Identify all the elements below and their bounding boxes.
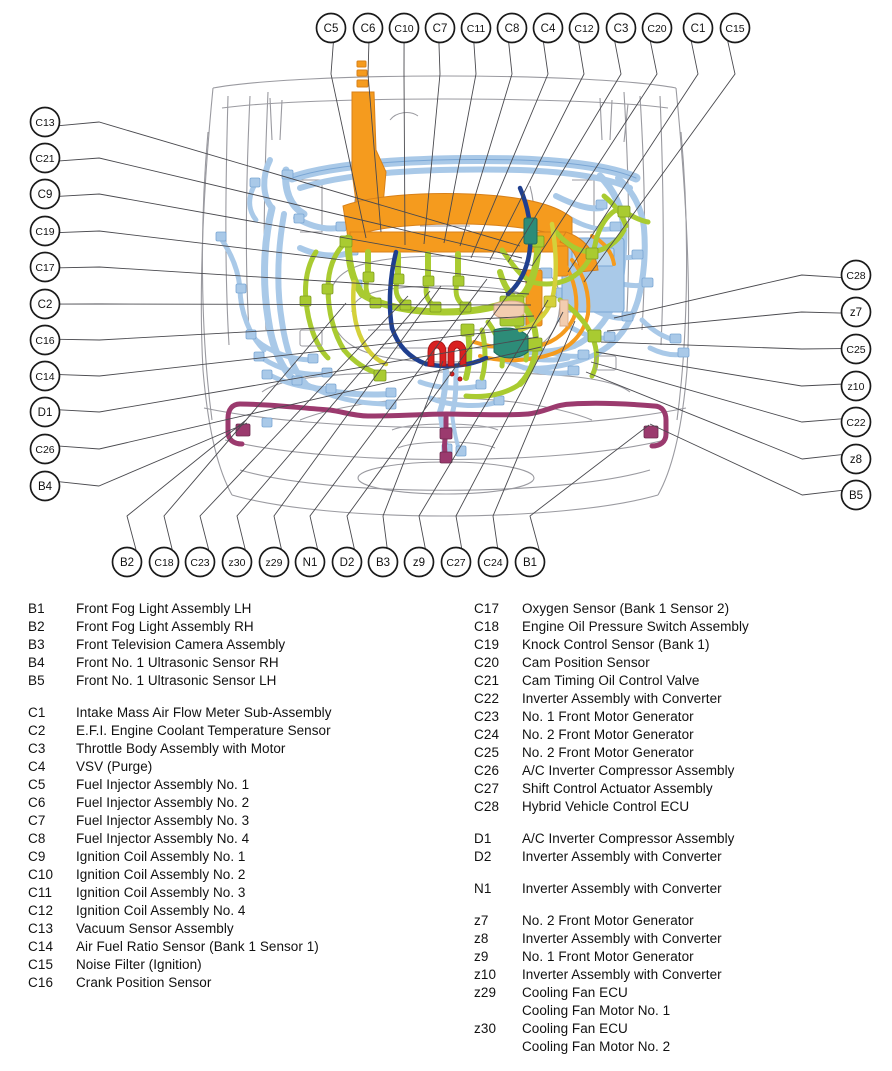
callout-b5[interactable] (842, 481, 871, 510)
legend-row (446, 930, 892, 948)
callout-label: C22 (846, 417, 866, 429)
legend-label: Noise Filter (Ignition) (76, 957, 202, 972)
legend-label: Crank Position Sensor (76, 975, 212, 990)
legend-code: C19 (474, 637, 500, 652)
callout-label: N1 (302, 557, 318, 569)
leader-line-b5 (650, 424, 842, 495)
callout-label: B3 (375, 557, 391, 569)
legend-code: B2 (28, 619, 45, 634)
legend-code: C12 (28, 903, 54, 918)
legend-label: Cooling Fan ECU (522, 985, 628, 1000)
callout-z10[interactable] (842, 372, 871, 401)
legend-row (0, 956, 446, 974)
legend-label: Throttle Body Assembly with Motor (76, 741, 286, 756)
callout-c28[interactable] (842, 261, 871, 290)
callout-c9[interactable] (31, 180, 60, 209)
legend-label: Inverter Assembly with Converter (522, 881, 722, 896)
legend-code: C25 (474, 745, 500, 760)
callout-c25[interactable] (842, 335, 871, 364)
legend-code: C2 (28, 723, 46, 738)
callout-label: B2 (119, 557, 135, 569)
callout-label: C28 (846, 270, 866, 282)
callout-c22[interactable] (842, 408, 871, 437)
callout-label: C5 (323, 23, 339, 35)
legend-code: B4 (28, 655, 45, 670)
callout-b3[interactable] (369, 548, 398, 577)
legend-code: z8 (474, 931, 489, 946)
callout-label: B5 (848, 490, 864, 502)
callout-n1[interactable] (296, 548, 325, 577)
legend-label: Front No. 1 Ultrasonic Sensor LH (76, 673, 277, 688)
legend-row (0, 884, 446, 902)
legend-code: D2 (474, 849, 492, 864)
callout-label: C23 (190, 557, 210, 569)
legend-code: C13 (28, 921, 54, 936)
legend-code: C11 (28, 885, 53, 900)
legend-code: N1 (474, 881, 492, 896)
legend-row (446, 848, 892, 866)
legend-row (446, 948, 892, 966)
callout-label: C12 (574, 23, 594, 35)
legend-label: E.F.I. Engine Coolant Temperature Sensor (76, 723, 331, 738)
callout-c2[interactable] (31, 290, 60, 319)
leader-line-c13 (59, 122, 520, 246)
callout-label: C13 (35, 117, 55, 129)
legend-label: Shift Control Actuator Assembly (522, 781, 713, 796)
legend-label: Intake Mass Air Flow Meter Sub-Assembly (76, 705, 332, 720)
callout-label: C10 (394, 23, 414, 35)
callout-label: z10 (847, 381, 865, 393)
legend-code: D1 (474, 831, 492, 846)
legend-code: B3 (28, 637, 45, 652)
legend-row (446, 1002, 892, 1020)
legend-code: C4 (28, 759, 46, 774)
callout-c11[interactable] (462, 14, 491, 43)
callout-c10[interactable] (390, 14, 419, 43)
legend-label: Cooling Fan Motor No. 1 (522, 1003, 671, 1018)
callout-label: C20 (647, 23, 667, 35)
callout-label: C17 (35, 262, 55, 274)
legend-group (0, 704, 446, 992)
callout-c24[interactable] (479, 548, 508, 577)
legend-label: Cooling Fan ECU (522, 1021, 628, 1036)
legend-code: C6 (28, 795, 46, 810)
callout-label: C25 (846, 344, 866, 356)
callout-label: C9 (37, 189, 53, 201)
legend-row (0, 794, 446, 812)
callout-label: C1 (690, 23, 706, 35)
callout-label: C8 (504, 23, 520, 35)
callout-label: C3 (613, 23, 629, 35)
legend-row (446, 708, 892, 726)
legend-label: Fuel Injector Assembly No. 4 (76, 831, 250, 846)
legend-code: C23 (474, 709, 500, 724)
legend-group (446, 912, 892, 1056)
legend-code: C24 (474, 727, 500, 742)
legend-code: C17 (474, 601, 500, 616)
legend (0, 600, 892, 1071)
callout-c1[interactable] (684, 14, 713, 43)
leader-line-b1 (530, 425, 649, 551)
legend-row (0, 812, 446, 830)
callout-b2[interactable] (113, 548, 142, 577)
legend-row (446, 654, 892, 672)
legend-label: VSV (Purge) (76, 759, 153, 774)
callout-label: z7 (849, 307, 863, 319)
callout-c12[interactable] (570, 14, 599, 43)
legend-code: B1 (28, 601, 45, 616)
callout-z7[interactable] (842, 298, 871, 327)
legend-label: No. 2 Front Motor Generator (522, 913, 694, 928)
legend-label: Fuel Injector Assembly No. 3 (76, 813, 250, 828)
callout-label: z8 (849, 454, 863, 466)
callout-label: z30 (228, 557, 246, 569)
callout-d1[interactable] (31, 398, 60, 427)
legend-row (446, 744, 892, 762)
legend-label: Ignition Coil Assembly No. 2 (76, 867, 246, 882)
callout-c13[interactable] (31, 108, 60, 137)
leader-line-d2 (347, 288, 513, 550)
legend-row (446, 798, 892, 816)
legend-row (446, 780, 892, 798)
legend-row (446, 1020, 892, 1038)
legend-label: Oxygen Sensor (Bank 1 Sensor 2) (522, 601, 730, 616)
callout-b1[interactable] (516, 548, 545, 577)
legend-row (446, 672, 892, 690)
legend-group (446, 880, 892, 898)
legend-code: C9 (28, 849, 46, 864)
legend-group (446, 830, 892, 866)
leader-line-c25 (601, 342, 842, 349)
legend-code: C22 (474, 691, 500, 706)
legend-label: Front Television Camera Assembly (76, 637, 286, 652)
legend-row (0, 776, 446, 794)
legend-row (446, 636, 892, 654)
callout-label: C19 (35, 226, 55, 238)
legend-label: No. 2 Front Motor Generator (522, 745, 694, 760)
legend-column-left (0, 600, 446, 1006)
legend-label: Inverter Assembly with Converter (522, 691, 722, 706)
callout-label: C2 (37, 299, 53, 311)
legend-label: No. 1 Front Motor Generator (522, 949, 694, 964)
callout-c3[interactable] (607, 14, 636, 43)
callout-c6[interactable] (354, 14, 383, 43)
legend-row (0, 722, 446, 740)
legend-row (0, 654, 446, 672)
legend-code: C27 (474, 781, 500, 796)
callout-label: C21 (35, 153, 55, 165)
legend-row (0, 920, 446, 938)
leader-line-b4 (59, 423, 247, 486)
legend-code: z30 (474, 1021, 497, 1036)
legend-label: Ignition Coil Assembly No. 1 (76, 849, 246, 864)
callout-z29[interactable] (260, 548, 289, 577)
legend-code: C28 (474, 799, 500, 814)
callout-c4[interactable] (534, 14, 563, 43)
legend-label: Front Fog Light Assembly LH (76, 601, 252, 616)
leader-line-z8 (586, 372, 842, 459)
legend-label: A/C Inverter Compressor Assembly (522, 763, 735, 778)
legend-label: No. 1 Front Motor Generator (522, 709, 694, 724)
callout-c18[interactable] (150, 548, 179, 577)
legend-code: C20 (474, 655, 500, 670)
legend-row (446, 1038, 892, 1056)
leader-line-c1 (568, 41, 698, 272)
legend-row (0, 830, 446, 848)
legend-label: Ignition Coil Assembly No. 3 (76, 885, 246, 900)
legend-code: C7 (28, 813, 46, 828)
legend-label: Cooling Fan Motor No. 2 (522, 1039, 671, 1054)
callout-c23[interactable] (186, 548, 215, 577)
callout-c16[interactable] (31, 326, 60, 355)
legend-code: C10 (28, 867, 54, 882)
legend-label: Front Fog Light Assembly RH (76, 619, 254, 634)
callout-label: D2 (339, 557, 355, 569)
callout-c15[interactable] (721, 14, 750, 43)
leader-line-c23 (200, 296, 408, 551)
callout-label: C6 (360, 23, 376, 35)
legend-label: Inverter Assembly with Converter (522, 849, 722, 864)
legend-row (446, 984, 892, 1002)
callout-c19[interactable] (31, 217, 60, 246)
legend-row (0, 600, 446, 618)
legend-row (0, 848, 446, 866)
legend-row (446, 912, 892, 930)
legend-code: z10 (474, 967, 497, 982)
leader-line-c22 (591, 362, 842, 422)
callout-label: B4 (37, 481, 53, 493)
callout-label: B1 (522, 557, 538, 569)
legend-row (446, 618, 892, 636)
legend-code: z29 (474, 985, 497, 1000)
legend-code: C26 (474, 763, 500, 778)
legend-label: Air Fuel Ratio Sensor (Bank 1 Sensor 1) (76, 939, 319, 954)
legend-code: C21 (474, 673, 500, 688)
callout-z8[interactable] (842, 445, 871, 474)
legend-code: C16 (28, 975, 54, 990)
callout-label: C4 (540, 23, 556, 35)
wire-harness-group (216, 61, 689, 463)
legend-code: C3 (28, 741, 46, 756)
legend-code: C18 (474, 619, 500, 634)
callout-label: C7 (432, 23, 448, 35)
callout-d2[interactable] (333, 548, 362, 577)
legend-label: Knock Control Sensor (Bank 1) (522, 637, 710, 652)
callout-z30[interactable] (223, 548, 252, 577)
legend-label: A/C Inverter Compressor Assembly (522, 831, 735, 846)
legend-label: Engine Oil Pressure Switch Assembly (522, 619, 749, 634)
callout-label: C26 (35, 444, 55, 456)
legend-row (0, 938, 446, 956)
callout-c7[interactable] (426, 14, 455, 43)
legend-label: No. 2 Front Motor Generator (522, 727, 694, 742)
legend-code: C8 (28, 831, 46, 846)
callout-c17[interactable] (31, 253, 60, 282)
legend-row (0, 758, 446, 776)
legend-code: z7 (474, 913, 489, 928)
callout-label: C24 (483, 557, 503, 569)
legend-row (0, 704, 446, 722)
yellow-connector (544, 296, 556, 307)
legend-group (0, 600, 446, 690)
leader-lines (59, 40, 842, 551)
legend-row (446, 762, 892, 780)
callout-c27[interactable] (442, 548, 471, 577)
legend-label: Cam Timing Oil Control Valve (522, 673, 700, 688)
callout-c14[interactable] (31, 362, 60, 391)
legend-group (446, 600, 892, 816)
legend-label: Inverter Assembly with Converter (522, 931, 722, 946)
legend-row (446, 690, 892, 708)
legend-label: Cam Position Sensor (522, 655, 650, 670)
legend-row (0, 974, 446, 992)
legend-row (0, 636, 446, 654)
callout-c5[interactable] (317, 14, 346, 43)
legend-column-right (446, 600, 892, 1070)
legend-row (446, 600, 892, 618)
legend-row (446, 726, 892, 744)
callout-b4[interactable] (31, 472, 60, 501)
legend-code: B5 (28, 673, 45, 688)
legend-label: Ignition Coil Assembly No. 4 (76, 903, 246, 918)
legend-code: C14 (28, 939, 54, 954)
legend-row (0, 866, 446, 884)
legend-label: Front No. 1 Ultrasonic Sensor RH (76, 655, 279, 670)
legend-label: Inverter Assembly with Converter (522, 967, 722, 982)
legend-row (0, 902, 446, 920)
leader-line-z10 (596, 352, 842, 386)
callout-c20[interactable] (643, 14, 672, 43)
callout-label: C27 (446, 557, 466, 569)
callout-z9[interactable] (405, 548, 434, 577)
callout-c21[interactable] (31, 144, 60, 173)
callout-c26[interactable] (31, 435, 60, 464)
legend-row (0, 618, 446, 636)
callout-label: z9 (412, 557, 426, 569)
legend-row (0, 740, 446, 758)
legend-row (0, 672, 446, 690)
legend-code: C5 (28, 777, 46, 792)
legend-code: C15 (28, 957, 54, 972)
callout-label: D1 (37, 407, 53, 419)
legend-row (446, 880, 892, 898)
legend-label: Hybrid Vehicle Control ECU (522, 799, 690, 814)
callout-label: C15 (725, 23, 745, 35)
legend-label: Fuel Injector Assembly No. 1 (76, 777, 250, 792)
callout-label: C18 (154, 557, 174, 569)
callout-label: C16 (35, 335, 55, 347)
legend-label: Vacuum Sensor Assembly (76, 921, 234, 936)
callout-label: z29 (265, 557, 283, 569)
legend-row (446, 966, 892, 984)
legend-label: Fuel Injector Assembly No. 2 (76, 795, 250, 810)
callout-c8[interactable] (498, 14, 527, 43)
legend-code: C1 (28, 705, 46, 720)
callout-label: C14 (35, 371, 55, 383)
legend-row (446, 830, 892, 848)
legend-code: z9 (474, 949, 489, 964)
callout-label: C11 (466, 23, 486, 35)
